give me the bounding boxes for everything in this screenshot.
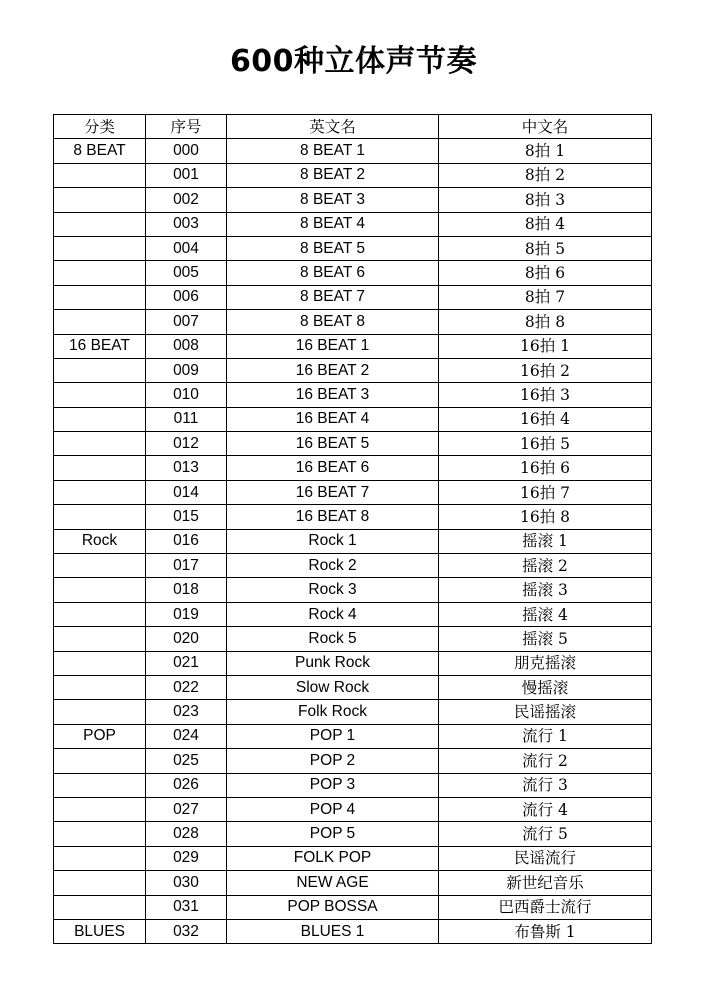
table-row bbox=[54, 846, 652, 870]
cell-number: 003 bbox=[146, 212, 227, 236]
cell-category bbox=[54, 456, 146, 480]
cell-category bbox=[54, 285, 146, 309]
cell-english-name: 16 BEAT 3 bbox=[227, 383, 439, 407]
cell-category bbox=[54, 407, 146, 431]
table-row bbox=[54, 773, 652, 797]
cell-chinese-name: 朋克摇滚 bbox=[439, 651, 652, 675]
page-title: 600种立体声节奏 bbox=[229, 44, 478, 79]
cell-category bbox=[54, 700, 146, 724]
table-row bbox=[54, 724, 652, 748]
cell-category bbox=[54, 432, 146, 456]
cell-number: 008 bbox=[146, 334, 227, 358]
cell-number: 023 bbox=[146, 700, 227, 724]
table-row bbox=[54, 822, 652, 846]
cell-chinese-name: 16拍 1 bbox=[439, 334, 652, 358]
table-row bbox=[54, 554, 652, 578]
cell-number: 020 bbox=[146, 627, 227, 651]
cell-chinese-name: 巴西爵士流行 bbox=[439, 895, 652, 919]
cell-english-name: 16 BEAT 7 bbox=[227, 480, 439, 504]
cell-chinese-name: 流行 2 bbox=[439, 749, 652, 773]
cell-category bbox=[54, 163, 146, 187]
cell-english-name: 16 BEAT 4 bbox=[227, 407, 439, 431]
cell-english-name: 8 BEAT 5 bbox=[227, 236, 439, 260]
table-row bbox=[54, 749, 652, 773]
cell-number: 017 bbox=[146, 554, 227, 578]
table-row bbox=[54, 432, 652, 456]
table-row bbox=[54, 285, 652, 309]
cell-category bbox=[54, 505, 146, 529]
cell-category bbox=[54, 188, 146, 212]
header-number: 序号 bbox=[146, 115, 227, 139]
cell-english-name: Punk Rock bbox=[227, 651, 439, 675]
cell-chinese-name: 摇滚 5 bbox=[439, 627, 652, 651]
table-row bbox=[54, 700, 652, 724]
table-row bbox=[54, 358, 652, 382]
table-row bbox=[54, 578, 652, 602]
cell-english-name: 16 BEAT 1 bbox=[227, 334, 439, 358]
table-row bbox=[54, 236, 652, 260]
cell-category bbox=[54, 895, 146, 919]
cell-chinese-name: 流行 3 bbox=[439, 773, 652, 797]
table-header-row bbox=[54, 115, 652, 139]
cell-chinese-name: 慢摇滚 bbox=[439, 675, 652, 699]
cell-category bbox=[54, 627, 146, 651]
table-row bbox=[54, 797, 652, 821]
cell-category: 8 BEAT bbox=[54, 139, 146, 163]
cell-category bbox=[54, 212, 146, 236]
cell-number: 013 bbox=[146, 456, 227, 480]
cell-english-name: Rock 2 bbox=[227, 554, 439, 578]
cell-chinese-name: 8拍 2 bbox=[439, 163, 652, 187]
cell-chinese-name: 8拍 6 bbox=[439, 261, 652, 285]
cell-chinese-name: 摇滚 3 bbox=[439, 578, 652, 602]
cell-english-name: POP 3 bbox=[227, 773, 439, 797]
cell-number: 029 bbox=[146, 846, 227, 870]
cell-english-name: Rock 1 bbox=[227, 529, 439, 553]
table-row bbox=[54, 334, 652, 358]
table-row bbox=[54, 383, 652, 407]
table-row bbox=[54, 212, 652, 236]
cell-category bbox=[54, 383, 146, 407]
cell-chinese-name: 16拍 2 bbox=[439, 358, 652, 382]
table-body bbox=[54, 139, 652, 944]
cell-category bbox=[54, 310, 146, 334]
table-row bbox=[54, 505, 652, 529]
cell-number: 009 bbox=[146, 358, 227, 382]
cell-english-name: 16 BEAT 6 bbox=[227, 456, 439, 480]
table-row bbox=[54, 627, 652, 651]
cell-chinese-name: 16拍 8 bbox=[439, 505, 652, 529]
cell-chinese-name: 16拍 4 bbox=[439, 407, 652, 431]
cell-number: 015 bbox=[146, 505, 227, 529]
cell-english-name: POP 2 bbox=[227, 749, 439, 773]
cell-number: 027 bbox=[146, 797, 227, 821]
cell-number: 005 bbox=[146, 261, 227, 285]
cell-number: 021 bbox=[146, 651, 227, 675]
cell-english-name: 8 BEAT 6 bbox=[227, 261, 439, 285]
cell-english-name: Rock 5 bbox=[227, 627, 439, 651]
cell-category: POP bbox=[54, 724, 146, 748]
cell-category bbox=[54, 846, 146, 870]
cell-number: 006 bbox=[146, 285, 227, 309]
cell-english-name: Slow Rock bbox=[227, 675, 439, 699]
cell-category bbox=[54, 261, 146, 285]
table-row bbox=[54, 407, 652, 431]
table-row bbox=[54, 261, 652, 285]
cell-number: 012 bbox=[146, 432, 227, 456]
cell-english-name: Folk Rock bbox=[227, 700, 439, 724]
table-row bbox=[54, 871, 652, 895]
cell-category bbox=[54, 675, 146, 699]
cell-number: 025 bbox=[146, 749, 227, 773]
cell-english-name: 8 BEAT 1 bbox=[227, 139, 439, 163]
cell-english-name: POP 5 bbox=[227, 822, 439, 846]
cell-number: 019 bbox=[146, 602, 227, 626]
cell-english-name: POP BOSSA bbox=[227, 895, 439, 919]
cell-category: 16 BEAT bbox=[54, 334, 146, 358]
cell-number: 026 bbox=[146, 773, 227, 797]
cell-chinese-name: 8拍 5 bbox=[439, 236, 652, 260]
header-english-name: 英文名 bbox=[227, 115, 439, 139]
cell-chinese-name: 民谣流行 bbox=[439, 846, 652, 870]
table-row bbox=[54, 919, 652, 943]
cell-chinese-name: 8拍 7 bbox=[439, 285, 652, 309]
cell-number: 024 bbox=[146, 724, 227, 748]
cell-chinese-name: 摇滚 2 bbox=[439, 554, 652, 578]
table-row bbox=[54, 163, 652, 187]
cell-english-name: 8 BEAT 8 bbox=[227, 310, 439, 334]
cell-number: 014 bbox=[146, 480, 227, 504]
table-row bbox=[54, 139, 652, 163]
cell-number: 002 bbox=[146, 188, 227, 212]
cell-category bbox=[54, 773, 146, 797]
cell-chinese-name: 8拍 8 bbox=[439, 310, 652, 334]
cell-number: 030 bbox=[146, 871, 227, 895]
cell-number: 028 bbox=[146, 822, 227, 846]
table-row bbox=[54, 480, 652, 504]
cell-number: 022 bbox=[146, 675, 227, 699]
cell-chinese-name: 16拍 6 bbox=[439, 456, 652, 480]
cell-chinese-name: 16拍 3 bbox=[439, 383, 652, 407]
cell-category: Rock bbox=[54, 529, 146, 553]
cell-category bbox=[54, 236, 146, 260]
table-row bbox=[54, 651, 652, 675]
cell-chinese-name: 新世纪音乐 bbox=[439, 871, 652, 895]
cell-category bbox=[54, 480, 146, 504]
cell-chinese-name: 16拍 7 bbox=[439, 480, 652, 504]
cell-english-name: 8 BEAT 2 bbox=[227, 163, 439, 187]
table-row bbox=[54, 895, 652, 919]
cell-chinese-name: 8拍 3 bbox=[439, 188, 652, 212]
cell-chinese-name: 流行 5 bbox=[439, 822, 652, 846]
cell-english-name: POP 1 bbox=[227, 724, 439, 748]
cell-english-name: POP 4 bbox=[227, 797, 439, 821]
cell-category: BLUES bbox=[54, 919, 146, 943]
cell-number: 016 bbox=[146, 529, 227, 553]
cell-number: 010 bbox=[146, 383, 227, 407]
cell-chinese-name: 布鲁斯 1 bbox=[439, 919, 652, 943]
cell-chinese-name: 流行 4 bbox=[439, 797, 652, 821]
header-category: 分类 bbox=[54, 115, 146, 139]
cell-category bbox=[54, 554, 146, 578]
cell-english-name: FOLK POP bbox=[227, 846, 439, 870]
cell-category bbox=[54, 871, 146, 895]
cell-number: 004 bbox=[146, 236, 227, 260]
cell-category bbox=[54, 822, 146, 846]
cell-number: 032 bbox=[146, 919, 227, 943]
table-row bbox=[54, 602, 652, 626]
cell-category bbox=[54, 358, 146, 382]
table-row bbox=[54, 188, 652, 212]
cell-english-name: BLUES 1 bbox=[227, 919, 439, 943]
cell-english-name: 16 BEAT 2 bbox=[227, 358, 439, 382]
cell-chinese-name: 8拍 4 bbox=[439, 212, 652, 236]
cell-english-name: 8 BEAT 7 bbox=[227, 285, 439, 309]
cell-english-name: Rock 3 bbox=[227, 578, 439, 602]
cell-category bbox=[54, 602, 146, 626]
cell-english-name: 8 BEAT 3 bbox=[227, 188, 439, 212]
cell-number: 031 bbox=[146, 895, 227, 919]
cell-number: 018 bbox=[146, 578, 227, 602]
cell-english-name: 16 BEAT 5 bbox=[227, 432, 439, 456]
cell-chinese-name: 8拍 1 bbox=[439, 139, 652, 163]
rhythm-table bbox=[53, 114, 652, 944]
cell-chinese-name: 流行 1 bbox=[439, 724, 652, 748]
cell-english-name: 8 BEAT 4 bbox=[227, 212, 439, 236]
cell-category bbox=[54, 578, 146, 602]
cell-chinese-name: 摇滚 4 bbox=[439, 602, 652, 626]
cell-number: 001 bbox=[146, 163, 227, 187]
cell-number: 011 bbox=[146, 407, 227, 431]
cell-category bbox=[54, 749, 146, 773]
cell-chinese-name: 民谣摇滚 bbox=[439, 700, 652, 724]
table-row bbox=[54, 310, 652, 334]
table-row bbox=[54, 675, 652, 699]
cell-chinese-name: 摇滚 1 bbox=[439, 529, 652, 553]
cell-category bbox=[54, 651, 146, 675]
header-chinese-name: 中文名 bbox=[439, 115, 652, 139]
table-row bbox=[54, 529, 652, 553]
cell-chinese-name: 16拍 5 bbox=[439, 432, 652, 456]
cell-english-name: NEW AGE bbox=[227, 871, 439, 895]
cell-category bbox=[54, 797, 146, 821]
table-row bbox=[54, 456, 652, 480]
cell-number: 000 bbox=[146, 139, 227, 163]
cell-english-name: 16 BEAT 8 bbox=[227, 505, 439, 529]
cell-english-name: Rock 4 bbox=[227, 602, 439, 626]
cell-number: 007 bbox=[146, 310, 227, 334]
